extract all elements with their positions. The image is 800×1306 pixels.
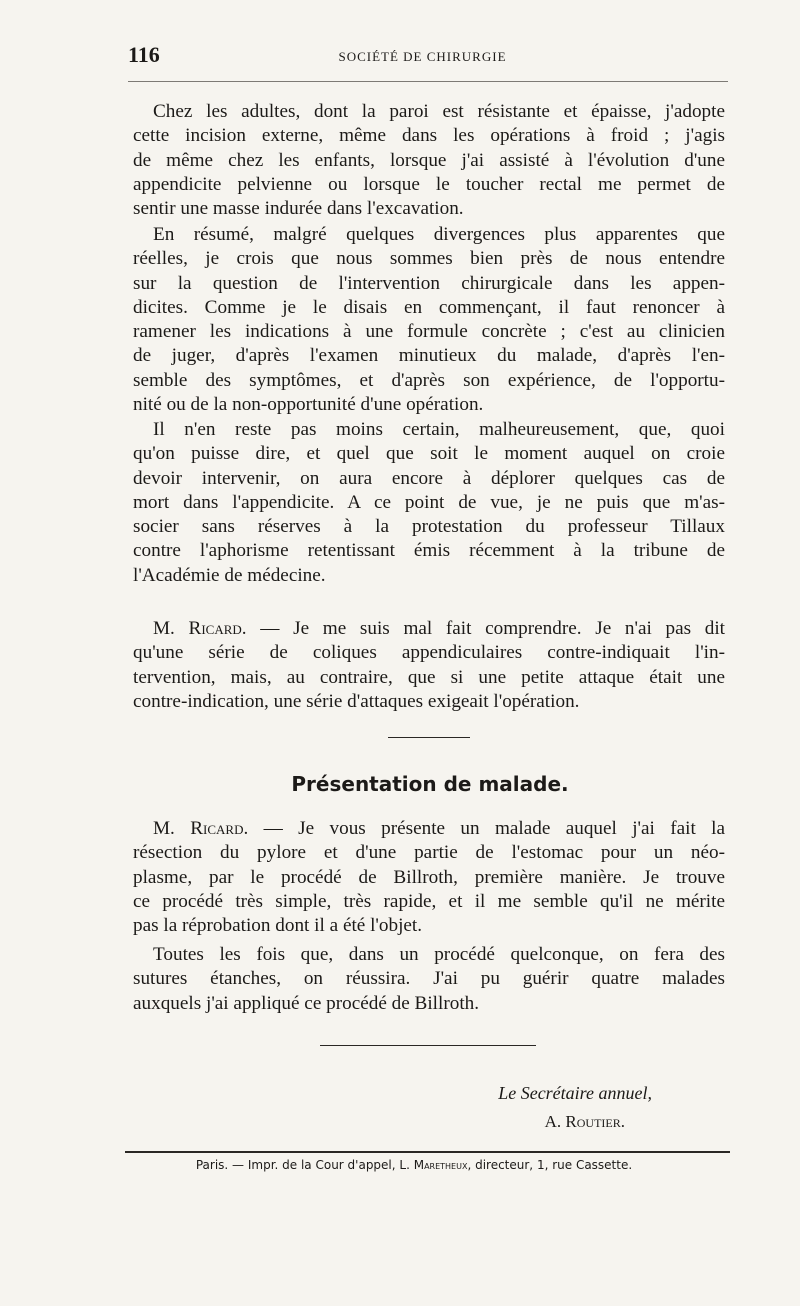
text-line: contre-indication, une série d'attaques exigeait l'opération. [133,690,580,712]
paragraph-sutures [133,943,725,1016]
running-title: SOCIÉTÉ DE CHIRURGIE [338,49,507,64]
text-line: mort dans l'appendicite. A ce point de vue, je ne puis que m'as- [133,491,725,513]
text-line: tervention, mais, au contraire, que si une petite attaque était une [133,666,725,688]
text-line: devoir intervenir, on aura encore à déplorer quelques cas de [133,467,725,489]
text-line: auxquels j'ai appliqué ce procédé de Billroth. [133,992,480,1014]
text-line: semble des symptômes, et d'après son expérience, de l'opportu- [133,369,725,391]
section-title: Présentation de malade. [291,772,569,796]
text-line: Il n'en reste pas moins certain, malheureusement, que, quoi [153,419,725,440]
text-line: de même chez les enfants, lorsque j'ai assisté à l'évolution d'une [133,149,725,171]
closing-rule [320,1045,536,1046]
imprint-printer-name: Maretheux [413,1158,468,1172]
text-line: sutures étanches, on réussira. J'ai pu guérir quatre malades [133,968,725,990]
text-line: Chez les adultes, dont la paroi est résistante et épaisse, j'adopte [153,101,725,122]
text-line: plasme, par le procédé de Billroth, première manière. Je trouve [133,866,725,888]
paragraph-presentation [133,817,725,938]
text-line: ce procédé très simple, très rapide, et il me semble qu'il ne mérite [133,890,725,912]
presentation-text: — Je vous présente un malade auquel j'ai fait la [248,818,725,839]
text-line: résection du pylore et d'une partie de l'estomac pour un néo- [133,842,725,864]
section-divider [388,737,470,738]
text-line: de juger, d'après l'examen minutieux du malade, d'après l'en- [133,345,725,367]
text-line: dicites. Comme je le disais en commençant, il faut renoncer à [133,296,725,318]
text-line: socier sans réserves à la protestation du professeur Tillaux [133,516,725,538]
text-line: contre l'aphorisme retentissant émis récemment à la tribune de [133,540,725,562]
printer-imprint [0,1158,800,1172]
header-rule [128,81,728,82]
text-line: En résumé, malgré quelques divergences plus apparentes que [153,224,725,245]
imprint-text: — Impr. de la Cour d'appel, L. [228,1158,414,1172]
speaker-name: M. Ricard. [153,818,249,839]
paragraph-ricard-reply [133,617,725,714]
text-line: nité ou de la non-opportunité d'une opération. [133,394,484,416]
text-line: pas la réprobation dont il a été l'objet. [133,915,423,937]
imprint-address: , directeur, 1, rue Cassette. [467,1158,633,1172]
page-number: 116 [128,42,160,67]
text-line: ramener les indications à une formule concrète ; c'est au clinicien [133,321,725,343]
text-line [133,617,725,641]
text-line: sur la question de l'intervention chirurgicale dans les appen- [133,272,725,294]
text-line: l'Académie de médecine. [133,564,326,586]
signature-title: Le Secrétaire annuel, [498,1083,652,1103]
paragraph-adult-incision [133,100,725,221]
signature-name: A. Routier. [544,1112,625,1131]
text-line: sentir une masse indurée dans l'excavation. [133,198,464,220]
speaker-name: M. Ricard. [153,618,247,639]
text-line: appendicite pelvienne ou lorsque le toucher rectal me permet de [133,173,725,195]
text-line: réelles, je crois que nous sommes bien près de nous entendre [133,248,725,270]
text-line: cette incision externe, même dans les opérations à froid ; j'agis [133,125,725,147]
paragraph-mortality [133,418,725,588]
text-line: Toutes les fois que, dans un procédé quelconque, on fera des [153,944,725,965]
text-line: qu'on puisse dire, et quel que soit le moment auquel on croie [133,443,725,465]
paragraph-summary [133,223,725,417]
footer-rule [125,1151,730,1153]
text-line [133,817,725,841]
text-line: qu'une série de coliques appendiculaires contre-indiquait l'in- [133,642,725,664]
reply-text: — Je me suis mal fait comprendre. Je n'ai pas dit [246,618,725,639]
imprint-city: Paris. [195,1158,229,1172]
